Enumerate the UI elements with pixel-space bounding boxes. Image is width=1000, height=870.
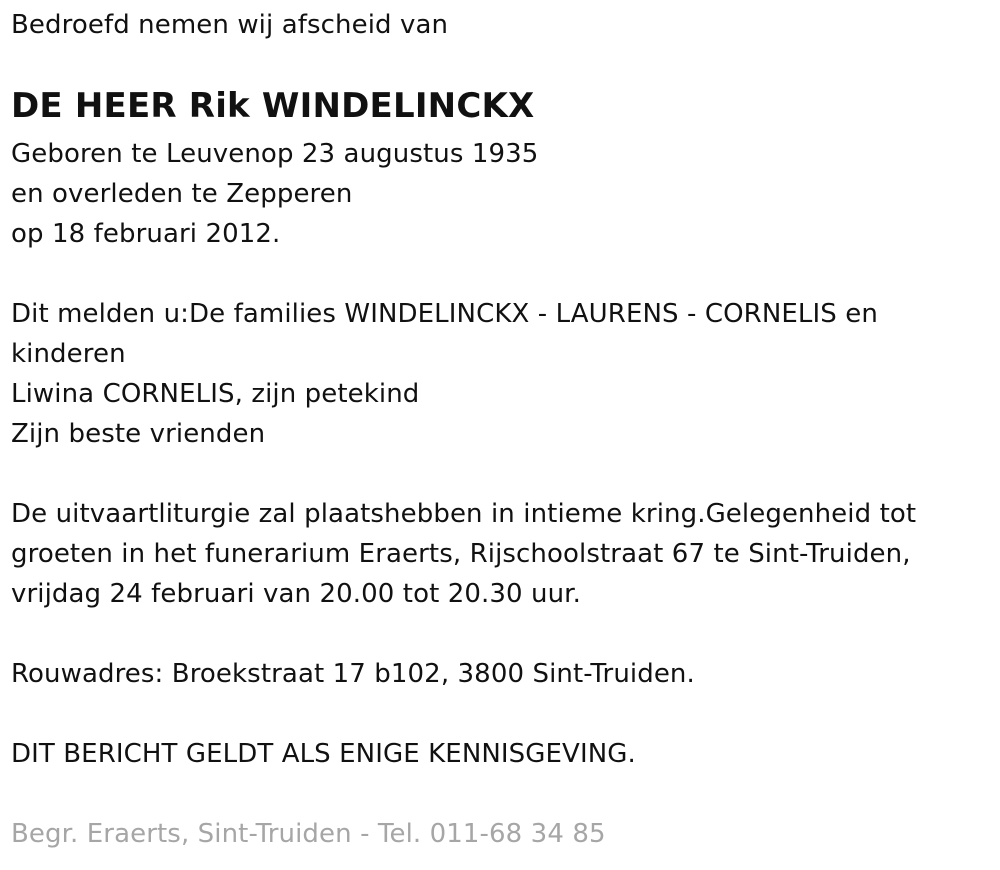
- ceremony-line-2: groeten in het funerarium Eraerts, Rijschoolstraat 67 te Sint-Truiden,: [11, 539, 911, 569]
- death-line-1: en overleden te Zepperen: [11, 179, 353, 209]
- ceremony-line-3: vrijdag 24 februari van 20.00 tot 20.30 uur.: [11, 579, 581, 609]
- death-line-2: op 18 februari 2012.: [11, 219, 281, 249]
- family-line-4: Zijn beste vrienden: [11, 419, 266, 449]
- ceremony-line-1: De uitvaartliturgie zal plaatshebben in intieme kring.Gelegenheid tot: [11, 499, 917, 529]
- family-line-2: kinderen: [11, 339, 126, 369]
- birth-line: Geboren te Leuvenop 23 augustus 1935: [11, 139, 539, 169]
- family-line-3: Liwina CORNELIS, zijn petekind: [11, 379, 420, 409]
- mourning-address: Rouwadres: Broekstraat 17 b102, 3800 Sint-Truiden.: [11, 659, 695, 689]
- funeral-director-footer: Begr. Eraerts, Sint-Truiden - Tel. 011-68 34 85: [11, 819, 606, 849]
- family-line-1: Dit melden u:De families WINDELINCKX - LAURENS - CORNELIS en: [11, 299, 878, 329]
- intro-text: Bedroefd nemen wij afscheid van: [11, 10, 449, 40]
- deceased-name: DE HEER Rik WINDELINCKX: [11, 86, 535, 126]
- announcement: DIT BERICHT GELDT ALS ENIGE KENNISGEVING.: [11, 739, 636, 769]
